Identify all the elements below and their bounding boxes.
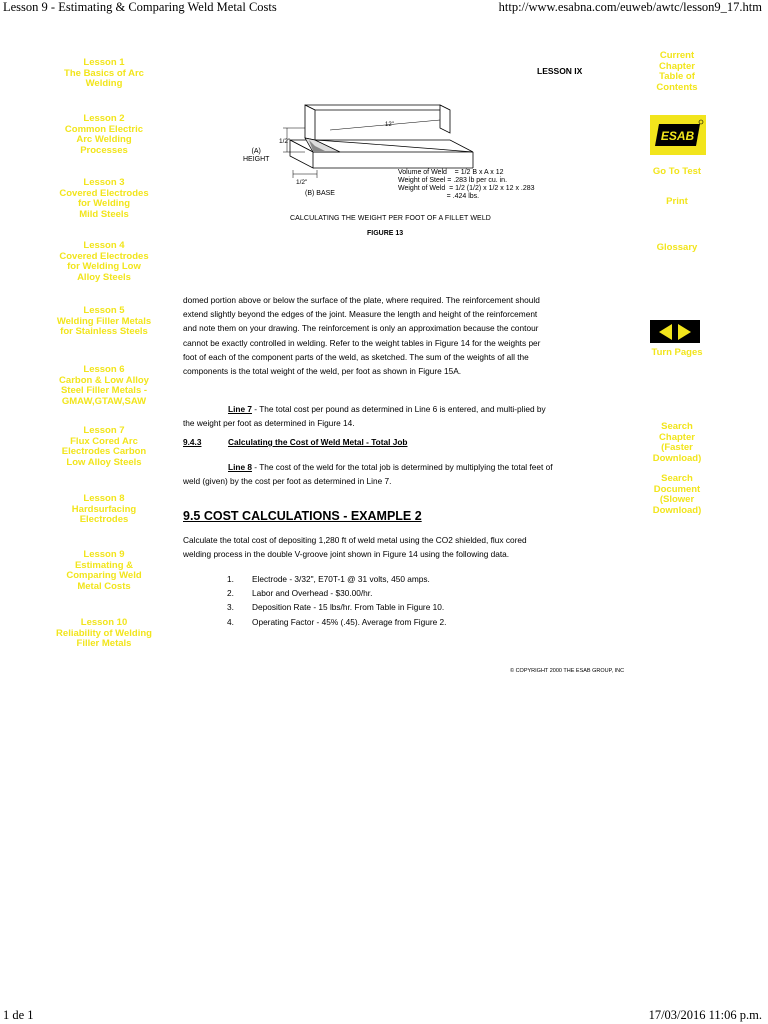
subsection-number: 9.4.3	[183, 437, 202, 447]
svg-text:12": 12"	[385, 122, 394, 128]
copyright-notice: © COPYRIGHT 2000 THE ESAB GROUP, INC	[510, 668, 625, 674]
figure-number: FIGURE 13	[367, 230, 404, 237]
esab-logo-icon	[650, 115, 706, 155]
esab-logo[interactable]	[650, 115, 706, 155]
print-datetime: 17/03/2016 11:06 p.m.	[648, 1008, 762, 1022]
section-heading: 9.5 COST CALCULATIONS - EXAMPLE 2	[183, 509, 422, 523]
previous-page-icon[interactable]	[659, 324, 672, 340]
subsection-title: Calculating the Cost of Weld Metal - Total Job	[228, 437, 408, 447]
nav-lesson-8[interactable]: Lesson 8 Hardsurfacing Electrodes	[71, 493, 137, 526]
weld-equations: Volume of Weld = 1/2 B x A x 12 Weight of Steel = .283 lb per cu. in. Weight of Weld = 1/2 (1/2) x 1/2 x 12 x .283 = .424 lbs.	[398, 169, 535, 200]
go-to-test-link[interactable]: Go To Test	[652, 166, 702, 177]
line7-paragraph	[183, 402, 553, 430]
page-count: 1 de 1	[3, 1008, 34, 1022]
reinforcement-paragraph: domed portion above or below the surface of the plate, where required. The reinforcement should extend slightly beyond the edges of the joint. Measure the length and height of the reinforcement and note them on your drawing. The reinforcement is only an approximation because the contour cannot be exactly controlled in welding. Refer to the weight tables in Figure 14 for the weights per foot of each of the component parts of the weld, as sketched. The sum of the weights of all the components is the total weight of the weld, per foot as shown in Figure 15A.	[183, 295, 541, 377]
line7-label: Line 7	[228, 404, 252, 414]
line7-text: - The total cost per pound as determined in Line 6 is entered, and multi-plied by the weight per foot as determined in Figure 14.	[183, 404, 546, 429]
line8-paragraph	[183, 460, 553, 488]
nav-lesson-4[interactable]: Lesson 4 Covered Electrodes for Welding Low Alloy Steels	[59, 240, 149, 283]
print-header	[0, 0, 768, 16]
nav-lesson-2[interactable]: Lesson 2 Common Electric Arc Welding Processes	[64, 113, 144, 156]
search-chapter-link[interactable]: Search Chapter (Faster Download)	[652, 421, 702, 464]
nav-lesson-10[interactable]: Lesson 10 Reliability of Welding Filler Metals	[56, 617, 152, 650]
base-label: (B) BASE	[305, 190, 335, 197]
nav-lesson-6[interactable]: Lesson 6 Carbon & Low Alloy Steel Filler Metals - GMAW,GTAW,SAW	[59, 364, 149, 407]
print-link[interactable]: Print	[666, 196, 688, 207]
subsection-heading	[183, 437, 408, 447]
example-intro-paragraph: Calculate the total cost of depositing 1,280 ft of weld metal using the CO2 shielded, flux cored welding process in the double V-groove joint shown in Figure 14 using the following data.	[183, 535, 527, 560]
lesson-tag: LESSON IX	[537, 66, 583, 76]
nav-lesson-7[interactable]: Lesson 7 Flux Cored Arc Electrodes Carbon Low Alloy Steels	[61, 425, 147, 468]
nav-lesson-3[interactable]: Lesson 3 Covered Electrodes for Welding Mild Steels	[59, 177, 149, 220]
figure-caption: CALCULATING THE WEIGHT PER FOOT OF A FILLET WELD	[290, 215, 491, 222]
line8-label: Line 8	[228, 462, 252, 472]
nav-lesson-5[interactable]: Lesson 5 Welding Filler Metals for Stainless Steels	[56, 305, 152, 338]
search-document-link[interactable]: Search Document (Slower Download)	[652, 473, 702, 516]
height-label: (A) HEIGHT	[243, 148, 270, 163]
nav-lesson-1[interactable]: Lesson 1 The Basics of Arc Welding	[64, 57, 144, 90]
next-page-icon[interactable]	[678, 324, 691, 340]
print-footer	[0, 1008, 768, 1024]
glossary-link[interactable]: Glossary	[656, 242, 698, 253]
svg-text:1/2": 1/2"	[279, 138, 291, 145]
nav-lesson-9[interactable]: Lesson 9 Estimating & Comparing Weld Metal Costs	[66, 549, 142, 592]
fillet-weld-diagram	[235, 100, 565, 220]
print-header-title: Lesson 9 - Estimating & Comparing Weld Metal Costs	[3, 0, 277, 14]
svg-text:ESAB: ESAB	[660, 129, 695, 143]
line8-text: - The cost of the weld for the total job is determined by multiplying the total feet of weld (given) by the cost per foot as determined in Line 7.	[183, 462, 553, 487]
print-header-url[interactable]: http://www.esabna.com/euweb/awtc/lesson9_17.htm	[498, 0, 762, 14]
svg-text:1/2": 1/2"	[296, 179, 308, 186]
current-chapter-link[interactable]: Current Chapter Table of Contents	[656, 50, 698, 93]
turn-pages-label: Turn Pages	[651, 347, 703, 358]
turn-pages-arrows	[650, 320, 700, 343]
